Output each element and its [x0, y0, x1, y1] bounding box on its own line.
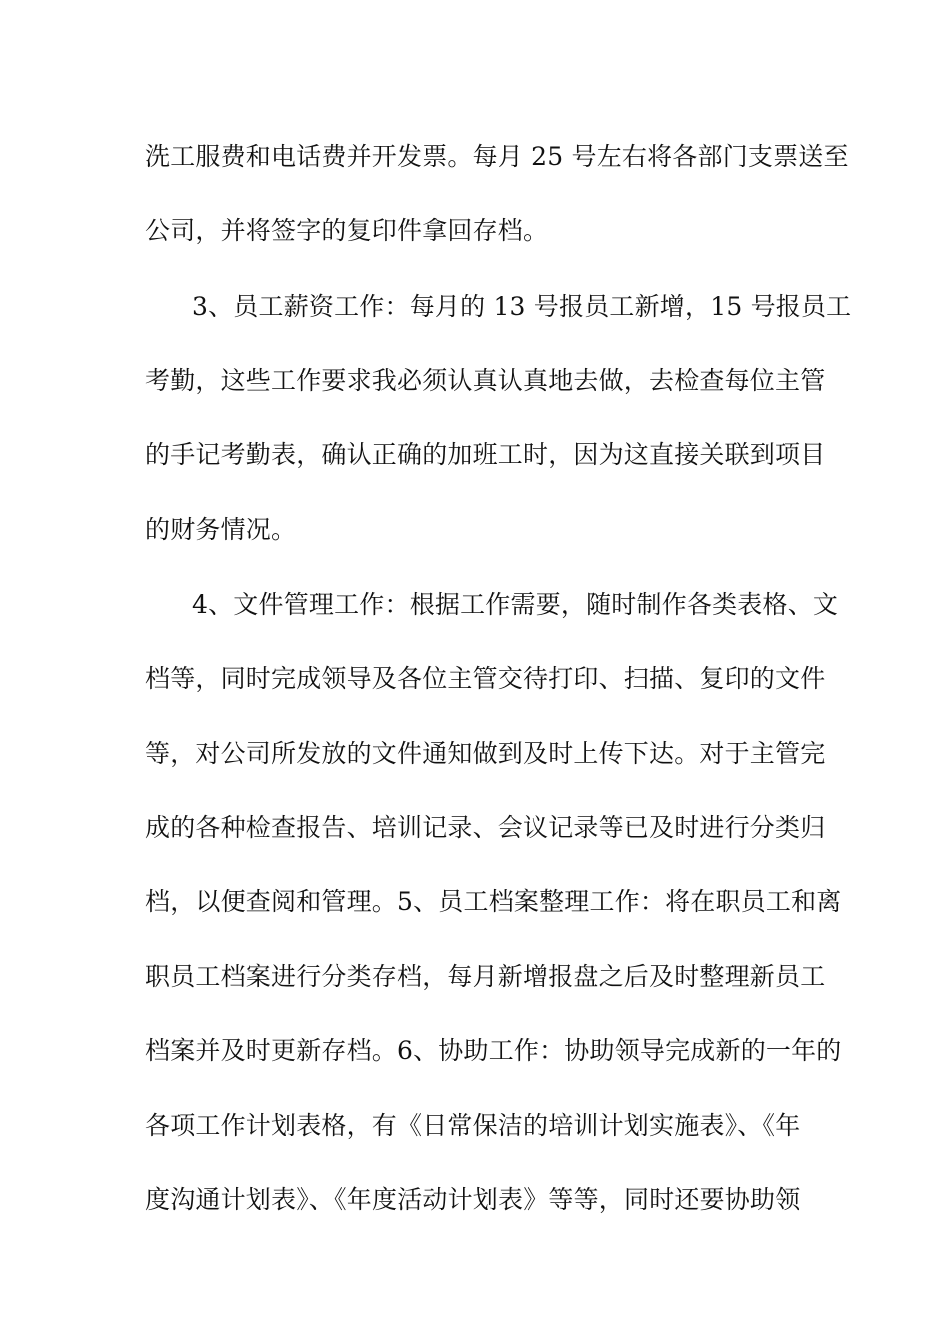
paragraph-start-line: 4、文件管理工作：根据工作需要，随时制作各类表格、文	[192, 590, 839, 619]
text-line: 档等，同时完成领导及各位主管交待打印、扫描、复印的文件	[145, 664, 826, 693]
text-line: 洗工服费和电话费并开发票。每月 25 号左右将各部门支票送至	[145, 142, 849, 171]
text-line: 成的各种检查报告、培训记录、会议记录等已及时进行分类归	[145, 813, 826, 842]
text-line: 职员工档案进行分类存档，每月新增报盘之后及时整理新员工	[145, 962, 826, 991]
text-line: 考勤，这些工作要求我必须认真认真地去做，去检查每位主管	[145, 366, 826, 395]
text-line: 的手记考勤表，确认正确的加班工时，因为这直接关联到项目	[145, 440, 826, 469]
text-line: 等，对公司所发放的文件通知做到及时上传下达。对于主管完	[145, 739, 826, 768]
text-line: 度沟通计划表》、《年度活动计划表》等等，同时还要协助领	[145, 1185, 801, 1214]
text-line: 各项工作计划表格，有《日常保洁的培训计划实施表》、《年	[145, 1111, 801, 1140]
text-line: 的财务情况。	[145, 515, 297, 544]
text-line: 档，以便查阅和管理。5、员工档案整理工作：将在职员工和离	[145, 887, 842, 916]
text-line: 公司，并将签字的复印件拿回存档。	[145, 216, 549, 245]
text-line: 档案并及时更新存档。6、协助工作：协助领导完成新的一年的	[145, 1036, 842, 1065]
paragraph-start-line: 3、员工薪资工作：每月的 13 号报员工新增，15 号报员工	[192, 292, 852, 321]
